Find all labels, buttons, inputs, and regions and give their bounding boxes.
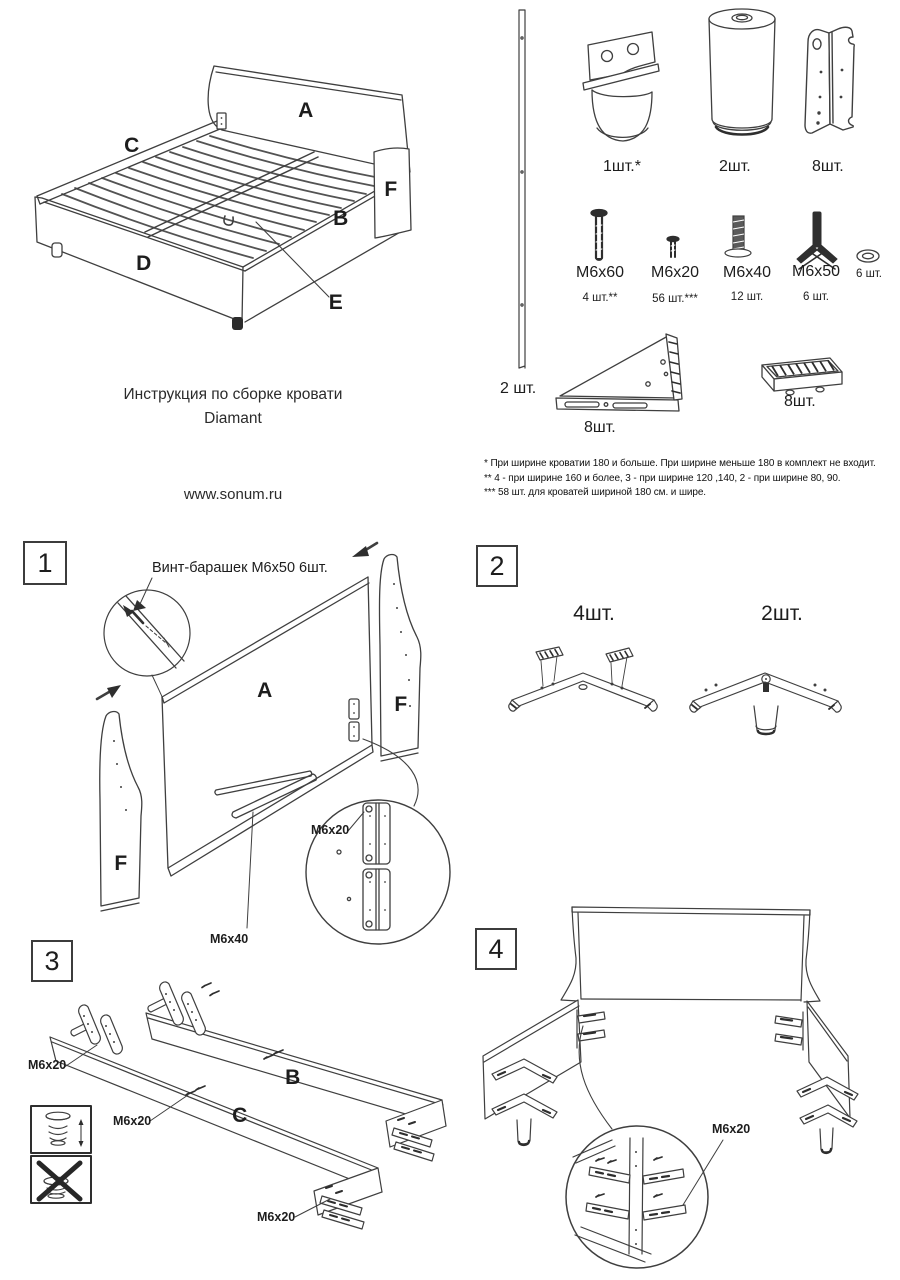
bolt-m6x60-qty: 4 шт.** (582, 292, 618, 304)
step-3-drawing (25, 935, 470, 1240)
slat-holder-qty: 8шт. (784, 393, 816, 410)
step-3-digit: 3 (44, 945, 60, 976)
leg-part-drawing (705, 5, 785, 150)
website-url: www.sonum.ru (183, 486, 283, 503)
overview-label-b: B (333, 207, 349, 230)
step-2-number (476, 545, 518, 587)
overview-label-c: C (124, 134, 140, 157)
wingbolt-m6x50-name: М6х50 (791, 263, 841, 280)
washer-icon (853, 245, 885, 265)
washer-qty: 6 шт. (855, 268, 882, 280)
step-3-m6x20-left: М6х20 (28, 1058, 67, 1072)
step-4-drawing (462, 900, 900, 1275)
side-strip-part-drawing (505, 5, 545, 380)
step-1-label-m6x40: М6х40 (210, 932, 249, 946)
step-1-digit: 1 (37, 547, 53, 578)
step-2-digit: 2 (489, 550, 505, 581)
triangle-plate-qty: 8шт. (584, 419, 616, 436)
step-1-label-f-left: F (114, 852, 128, 875)
step-3-m6x20-bottom: М6х20 (257, 1210, 296, 1224)
footnotes-block (484, 457, 876, 501)
step-1-label-f-right: F (394, 693, 408, 716)
step-1-label-m6x20: М6х20 (311, 823, 350, 837)
step-1-drawing (75, 535, 470, 965)
step-1-label-a: A (257, 679, 273, 702)
page-title-line1: Инструкция по сборке кровати (123, 386, 343, 403)
step-3-label-c: C (232, 1104, 248, 1127)
corner-bracket-part-drawing (795, 15, 900, 145)
overview-label-d: D (136, 252, 152, 275)
wingbolt-m6x50-qty: 6 шт. (802, 291, 829, 303)
triangle-plate-part-drawing (548, 328, 698, 420)
page-title-line2: Diamant (204, 410, 262, 427)
screw-m6x20-icon (663, 233, 683, 263)
step-1-callout-label: Винт-барашек М6х50 6шт. (152, 560, 328, 576)
step-4-label-m6x20: М6х20 (712, 1122, 751, 1136)
step-2-qty-right: 2шт. (761, 602, 803, 625)
cup-bracket-part-drawing (575, 20, 675, 155)
bolt-m6x60-name: М6х60 (575, 264, 625, 281)
step-2-qty-left: 4шт. (573, 602, 615, 625)
confirmat-m6x40-qty: 12 шт. (730, 291, 764, 303)
overview-label-f: F (384, 178, 398, 201)
screw-m6x20-name: М6х20 (650, 264, 700, 281)
cup-bracket-qty: 1шт.* (603, 158, 641, 175)
corner-bracket-qty: 8шт. (812, 158, 844, 175)
wingbolt-m6x50-icon (793, 208, 843, 266)
overview-label-a: A (298, 99, 314, 122)
overview-label-e: E (328, 291, 344, 314)
step-4-digit: 4 (488, 933, 504, 964)
step-3-label-b: B (285, 1066, 301, 1089)
side-strip-qty: 2 шт. (500, 380, 537, 397)
step-1-number (23, 541, 67, 585)
step-3-m6x20-mid: М6х20 (113, 1114, 152, 1128)
footnote-2: ** 4 - при ширине 160 и более, 3 - при ширине 120 ,140, 2 - при ширине 80, 90. (484, 472, 841, 484)
confirmat-m6x40-icon (720, 210, 756, 262)
bolt-m6x60-icon (588, 208, 612, 266)
confirmat-m6x40-name: М6х40 (722, 264, 772, 281)
footnote-3: *** 58 шт. для кроватей шириной 180 см. и шире. (484, 487, 706, 499)
leg-qty: 2шт. (719, 158, 751, 175)
screw-m6x20-qty: 56 шт.*** (652, 293, 698, 305)
step-2-drawing (495, 635, 860, 750)
footnote-1: * При ширине кроватии 180 и больше. При ширине меньше 180 в комплект не входит. (484, 458, 876, 469)
